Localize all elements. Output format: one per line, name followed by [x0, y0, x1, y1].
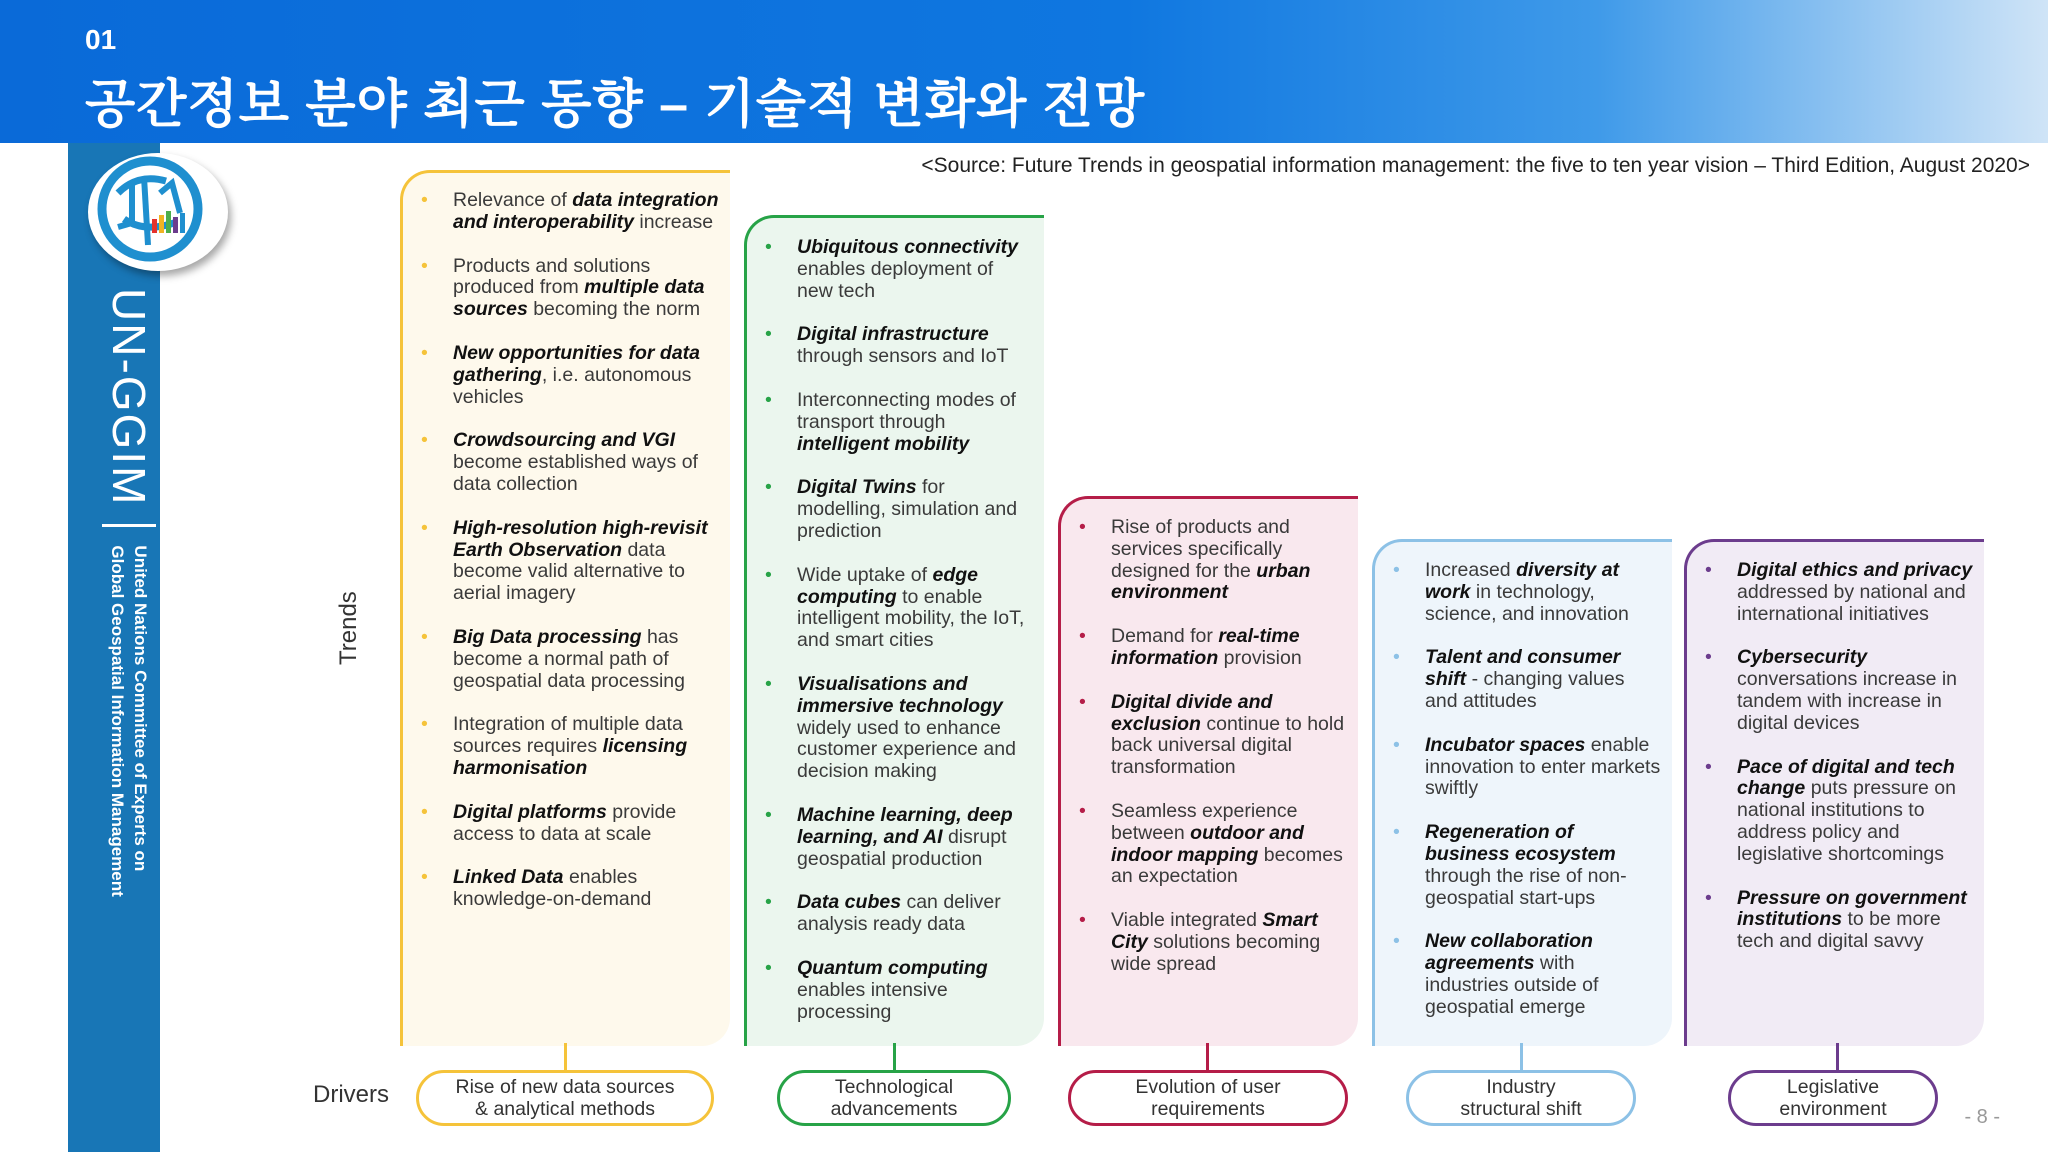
org-name-vertical [102, 288, 156, 897]
trend-text: becoming the norm [527, 298, 701, 321]
trend-item [797, 805, 1034, 870]
driver-label-line: Evolution of user [1135, 1076, 1281, 1098]
trend-text: solutions becoming wide spread [1111, 930, 1321, 975]
trend-keyword: Talent and consumer shift [1425, 646, 1621, 691]
org-full-line2: Global Geospatial Information Management [108, 545, 127, 897]
trend-text: enable innovation to enter markets swiftly [1425, 733, 1661, 800]
trend-text: to be more tech and digital savvy [1737, 908, 1941, 953]
trend-item [797, 477, 1034, 542]
trend-item [1111, 626, 1348, 670]
trend-item [797, 674, 1034, 783]
org-divider [102, 524, 156, 527]
trend-text: , i.e. autonomous vehicles [453, 363, 692, 408]
page-number: - 8 - [1964, 1106, 2000, 1128]
connector-line [564, 1043, 567, 1073]
trend-text: in technology, science, and innovation [1425, 580, 1629, 625]
trend-keyword: New collaboration agreements [1425, 930, 1593, 975]
trend-text: becomes an expectation [1111, 843, 1343, 888]
trend-text: for modelling, simulation and prediction [797, 476, 1018, 542]
trend-keyword: data integration and interoperability [453, 189, 719, 233]
trend-item [1737, 757, 1974, 866]
trend-keyword: diversity at work [1425, 559, 1620, 603]
trend-item [453, 518, 720, 605]
trend-item [1425, 647, 1662, 712]
trend-keyword: Cybersecurity [1737, 646, 1868, 669]
trend-item [1737, 647, 1974, 734]
trend-keyword: Quantum computing [797, 956, 988, 979]
trend-item [453, 627, 720, 692]
trend-item [453, 430, 720, 495]
trend-keyword: Ubiquitous connectivity [797, 236, 1019, 258]
trend-text: enables deployment of new tech [797, 257, 994, 302]
trend-text: Seamless experience between [1111, 799, 1298, 844]
trend-item [1111, 801, 1348, 888]
trend-item [1425, 735, 1662, 800]
trend-item [453, 190, 720, 234]
trend-text: data become valid alternative to aerial imagery [453, 538, 685, 605]
trend-item [797, 958, 1034, 1023]
connector-line [1206, 1043, 1209, 1073]
page-title: 공간정보 분야 최근 동향 – 기술적 변화와 전망 [85, 76, 1146, 134]
trend-keyword: Visualisations and immersive technology [797, 672, 1003, 717]
trend-text: Relevance of [453, 189, 573, 211]
trend-text: Demand for [1111, 625, 1219, 648]
driver-technology [777, 1070, 1011, 1126]
trends-axis-label: Trends [335, 591, 362, 665]
trend-text: provision [1218, 646, 1302, 669]
connector-line [1520, 1043, 1523, 1073]
trend-text: Products and solutions produced from [453, 254, 651, 299]
trend-text: increase [633, 210, 714, 233]
trend-keyword: New opportunities for data gathering [453, 341, 701, 386]
trend-keyword: licensing harmonisation [453, 735, 688, 779]
trend-keyword: Crowdsourcing and VGI [453, 429, 676, 452]
trend-keyword: urban environment [1111, 559, 1311, 604]
driver-user-requirements [1068, 1070, 1348, 1126]
trend-keyword: Digital ethics and privacy [1737, 559, 1973, 581]
trend-keyword: Pace of digital and tech change [1737, 755, 1955, 800]
trend-item [1111, 910, 1348, 975]
trend-keyword: real-time information [1111, 625, 1300, 669]
driver-label-line: environment [1779, 1098, 1887, 1120]
trend-item [1111, 692, 1348, 779]
trend-item [1737, 560, 1974, 625]
trend-text: Wide uptake of [797, 563, 933, 586]
trend-item [1425, 560, 1662, 625]
trend-text: through sensors and IoT [797, 345, 1009, 368]
trend-item [797, 565, 1034, 652]
trend-keyword: High-resolution high-revisit Earth Observation [453, 516, 708, 561]
trend-text: has become a normal path of geospatial data processing [453, 625, 685, 692]
driver-label-line: structural shift [1460, 1098, 1582, 1120]
trend-keyword: Machine learning, deep learning, and AI [797, 803, 1013, 848]
header-bar [0, 0, 2048, 143]
drivers-axis-label: Drivers [313, 1081, 389, 1108]
trend-item [1737, 888, 1974, 953]
trend-text: through the rise of non-geospatial start-ups [1425, 864, 1627, 909]
un-ggim-logo [88, 153, 228, 271]
trend-keyword: multiple data sources [453, 276, 705, 321]
trend-text: Interconnecting modes of transport through [797, 388, 1016, 433]
trend-keyword: Smart City [1111, 909, 1318, 953]
trend-text: addressed by national and international initiatives [1737, 580, 1966, 625]
trend-item [1425, 931, 1662, 1018]
driver-industry [1406, 1070, 1636, 1126]
trend-text: puts pressure on national institutions to address policy and legislative shortcomings [1737, 777, 1956, 865]
driver-label-line: requirements [1151, 1098, 1265, 1120]
org-full-line1: United Nations Committee of Experts on [131, 545, 150, 872]
trend-column-user-requirements [1058, 496, 1358, 1046]
connector-line [1836, 1043, 1839, 1073]
driver-label-line: Rise of new data sources [455, 1076, 675, 1098]
trend-keyword: Pressure on government institutions [1737, 886, 1967, 931]
section-number: 01 [85, 24, 117, 55]
trend-item [453, 714, 720, 779]
trend-item [797, 324, 1034, 368]
trend-column-industry [1372, 539, 1672, 1046]
trend-text: Increased [1425, 559, 1517, 581]
trend-keyword: Digital platforms [453, 800, 607, 823]
trend-text: Viable integrated [1111, 909, 1263, 932]
trend-item [453, 802, 720, 846]
trend-text: Rise of products and services specifically designed for the [1111, 516, 1290, 582]
driver-label-line: Industry [1486, 1076, 1556, 1098]
trend-keyword: Digital infrastructure [797, 323, 989, 346]
trend-text: Integration of multiple data sources requires [453, 713, 683, 758]
trend-text: can deliver analysis ready data [797, 891, 1001, 936]
org-acronym: UN-GGIM [103, 288, 155, 507]
driver-label-line: advancements [830, 1098, 958, 1120]
trend-keyword: Digital divide and exclusion [1111, 690, 1273, 735]
trend-keyword: outdoor and indoor mapping [1111, 821, 1304, 866]
trend-keyword: intelligent mobility [797, 432, 970, 455]
trend-item [797, 237, 1034, 302]
trend-text: - changing values and attitudes [1425, 668, 1625, 712]
connector-line [893, 1043, 896, 1073]
driver-label-line: Legislative [1786, 1076, 1880, 1098]
trend-item [453, 256, 720, 321]
org-full-name [106, 545, 152, 896]
trend-item [453, 867, 720, 911]
trend-keyword: Big Data processing [453, 625, 642, 648]
trend-text: disrupt geospatial production [797, 825, 1007, 870]
trend-item [1425, 822, 1662, 909]
trend-item [797, 390, 1034, 455]
trend-text: to enable intelligent mobility, the IoT, and smart cities [797, 585, 1025, 652]
trend-text: enables knowledge-on-demand [453, 866, 652, 911]
trend-item [1111, 517, 1348, 604]
trend-text: continue to hold back universal digital transformation [1111, 712, 1345, 779]
trend-text: become established ways of data collection [453, 451, 698, 495]
trend-text: enables intensive processing [797, 978, 948, 1023]
trend-text: conversations increase in tandem with increase in digital devices [1737, 668, 1958, 734]
driver-data-sources [416, 1070, 714, 1126]
source-citation: <Source: Future Trends in geospatial information management: the five to ten year vision – Third Edition, August 2020> [921, 154, 2030, 177]
trend-keyword: edge computing [797, 563, 979, 608]
driver-legislative [1728, 1070, 1938, 1126]
trend-text: provide access to data at scale [453, 800, 677, 845]
trend-column-legislative [1684, 539, 1984, 1046]
trend-column-data-sources [400, 170, 730, 1046]
driver-label-line: Technological [834, 1076, 954, 1098]
trend-text: widely used to enhance customer experience and decision making [797, 716, 1016, 783]
trend-item [797, 892, 1034, 936]
driver-label-line: & analytical methods [475, 1098, 655, 1120]
trend-keyword: Digital Twins [797, 476, 917, 499]
trend-item [453, 343, 720, 408]
trend-column-technology [744, 215, 1044, 1046]
trend-keyword: Data cubes [797, 891, 902, 914]
trend-keyword: Linked Data [453, 866, 564, 889]
trend-text: with industries outside of geospatial emerge [1425, 952, 1599, 1018]
trend-keyword: Regeneration of business ecosystem [1425, 821, 1616, 865]
trend-keyword: Incubator spaces [1425, 733, 1586, 756]
